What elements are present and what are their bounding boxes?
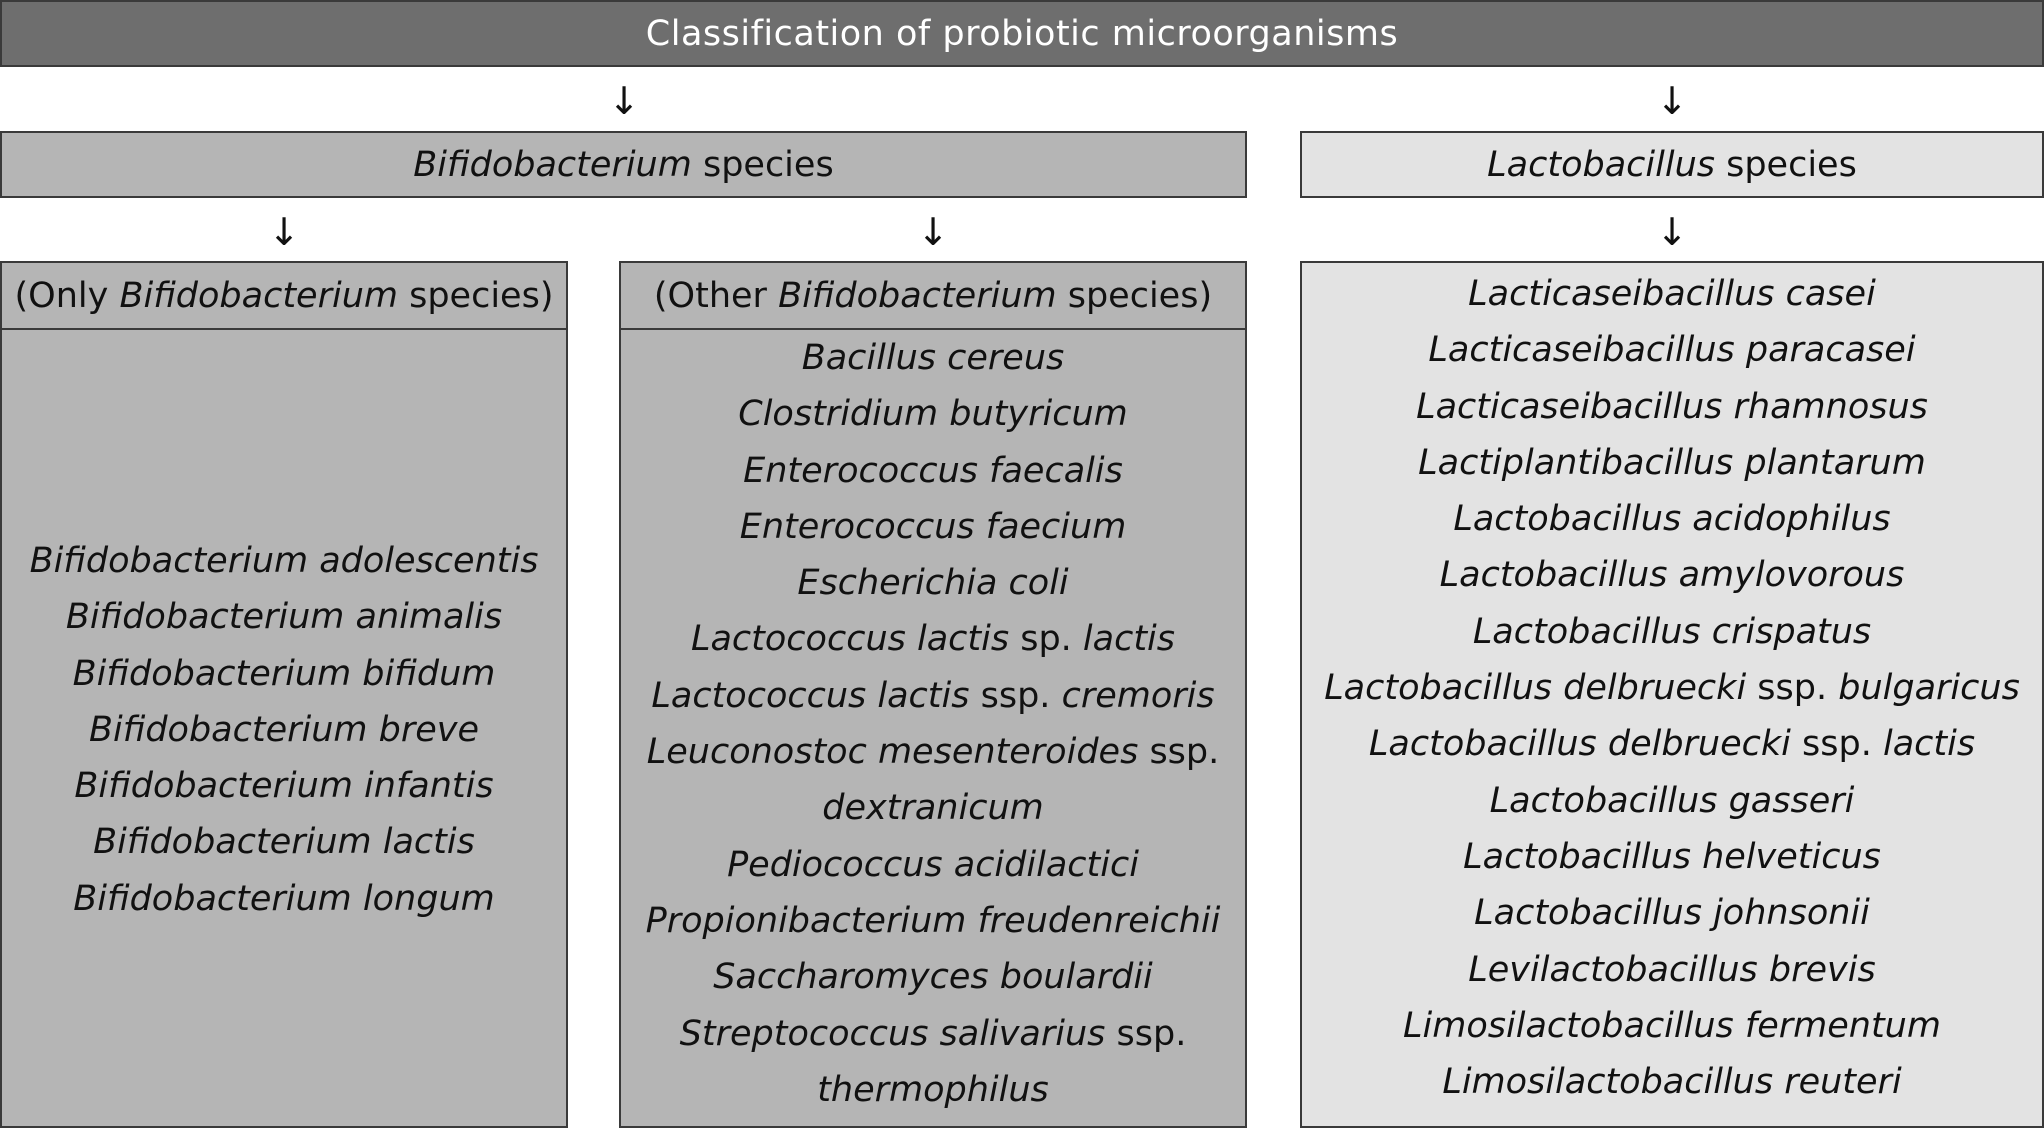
- diagram-title-text: Classification of probiotic microorganisms: [645, 13, 1399, 54]
- species-list-item: Bifidobacterium bifidum: [72, 653, 496, 694]
- species-list-item: Escherichia coli: [797, 563, 1069, 604]
- only-heading-genus: Bifidobacterium: [119, 275, 398, 316]
- species-list-item: Enterococcus faecalis: [743, 450, 1123, 491]
- lactobacillus-column: [1300, 261, 2044, 1128]
- species-list-item: Lactiplantibacillus plantarum: [1418, 442, 1926, 483]
- other-bifidobacterium-list: [621, 330, 1245, 1118]
- arrow-down-icon: ↓: [608, 79, 640, 123]
- species-list-item: thermophilus: [817, 1069, 1049, 1110]
- taxon-name: Lactobacillus delbruecki: [1324, 668, 1747, 709]
- rank-abbreviation: sp.: [1009, 619, 1083, 660]
- only-heading-suffix: species): [397, 275, 554, 316]
- arrow-down-icon: ↓: [917, 210, 949, 254]
- lactobacillus-genus-label: Lactobacillus: [1487, 144, 1715, 185]
- only-heading-prefix: (Only: [14, 275, 120, 316]
- other-bifidobacterium-heading: [621, 263, 1245, 330]
- only-bifidobacterium-list: [2, 533, 566, 927]
- species-list-item: Bifidobacterium breve: [88, 709, 480, 750]
- species-list-item: [621, 611, 1245, 667]
- taxon-name: Lactococcus lactis: [690, 619, 1010, 660]
- species-list-item: Lactobacillus johnsonii: [1474, 893, 1870, 934]
- species-list-item: Clostridium butyricum: [738, 394, 1128, 435]
- species-list-item: [1302, 716, 2042, 772]
- species-list-item: Bifidobacterium infantis: [74, 766, 494, 807]
- species-list-item: Bifidobacterium lactis: [93, 822, 475, 863]
- bifidobacterium-genus-label: Bifidobacterium: [413, 144, 692, 185]
- taxon-name: Lactococcus lactis: [651, 675, 970, 716]
- taxon-name: lactis: [1082, 619, 1176, 660]
- species-list-item: Bifidobacterium animalis: [65, 597, 503, 638]
- species-list-item: Lactobacillus amylovorous: [1439, 555, 1905, 596]
- species-list-item: Bacillus cereus: [801, 338, 1065, 378]
- species-list-item: Lactobacillus helveticus: [1463, 836, 1881, 877]
- taxon-name: cremoris: [1061, 675, 1215, 716]
- species-list-item: Lacticaseibacillus paracasei: [1428, 330, 1916, 371]
- taxon-name: bulgaricus: [1838, 668, 2020, 709]
- species-list-item: [1302, 660, 2042, 716]
- species-list-item: Lactobacillus crispatus: [1472, 611, 1872, 652]
- arrow-down-icon: ↓: [1656, 210, 1688, 254]
- species-list-item: Pediococcus acidilactici: [727, 844, 1139, 885]
- rank-abbreviation: ssp.: [1790, 724, 1883, 765]
- arrow-down-icon: ↓: [268, 210, 300, 254]
- taxon-name: lactis: [1882, 724, 1976, 765]
- other-bifidobacterium-column: [619, 261, 1247, 1128]
- species-list-item: Propionibacterium freudenreichii: [645, 900, 1221, 941]
- bifidobacterium-species-suffix: species: [691, 144, 834, 185]
- only-bifidobacterium-heading: [2, 263, 566, 330]
- species-list-item: dextranicum: [822, 788, 1044, 829]
- species-list-item: Enterococcus faecium: [739, 506, 1127, 547]
- rank-abbreviation: ssp.: [1746, 668, 1839, 709]
- species-list-item: Lactobacillus acidophilus: [1453, 499, 1891, 540]
- species-list-item: [621, 1006, 1245, 1062]
- rank-abbreviation: ssp.: [1138, 732, 1220, 773]
- arrow-down-icon: ↓: [1656, 79, 1688, 123]
- taxon-name: Streptococcus salivarius: [679, 1013, 1106, 1054]
- taxon-name: Lactobacillus delbruecki: [1368, 724, 1791, 765]
- species-list-item: Saccharomyces boulardii: [713, 957, 1153, 998]
- species-list-item: Lacticaseibacillus rhamnosus: [1416, 386, 1928, 427]
- species-list-item: [621, 668, 1245, 724]
- species-list-item: Bifidobacterium adolescentis: [29, 541, 539, 581]
- species-list-item: Lacticaseibacillus casei: [1468, 274, 1876, 314]
- species-list-item: Lactobacillus gasseri: [1489, 780, 1855, 821]
- species-list-item: [621, 724, 1245, 780]
- lactobacillus-species-suffix: species: [1714, 144, 1857, 185]
- bifidobacterium-species-header: [0, 131, 1247, 198]
- other-heading-genus: Bifidobacterium: [778, 275, 1057, 316]
- rank-abbreviation: ssp.: [1105, 1013, 1187, 1054]
- only-bifidobacterium-column: [0, 261, 568, 1128]
- other-heading-suffix: species): [1056, 275, 1213, 316]
- species-list-item: Levilactobacillus brevis: [1468, 949, 1876, 990]
- species-list-item: Limosilactobacillus reuteri: [1442, 1062, 1902, 1103]
- lactobacillus-species-header: [1300, 131, 2044, 198]
- other-heading-prefix: (Other: [653, 275, 779, 316]
- taxon-name: Leuconostoc mesenteroides: [646, 732, 1139, 773]
- species-list-item: Limosilactobacillus fermentum: [1403, 1005, 1941, 1046]
- rank-abbreviation: ssp.: [969, 675, 1062, 716]
- species-list-item: Bifidobacterium longum: [73, 878, 495, 919]
- diagram-title: [0, 0, 2044, 67]
- lactobacillus-list: [1302, 266, 2042, 1110]
